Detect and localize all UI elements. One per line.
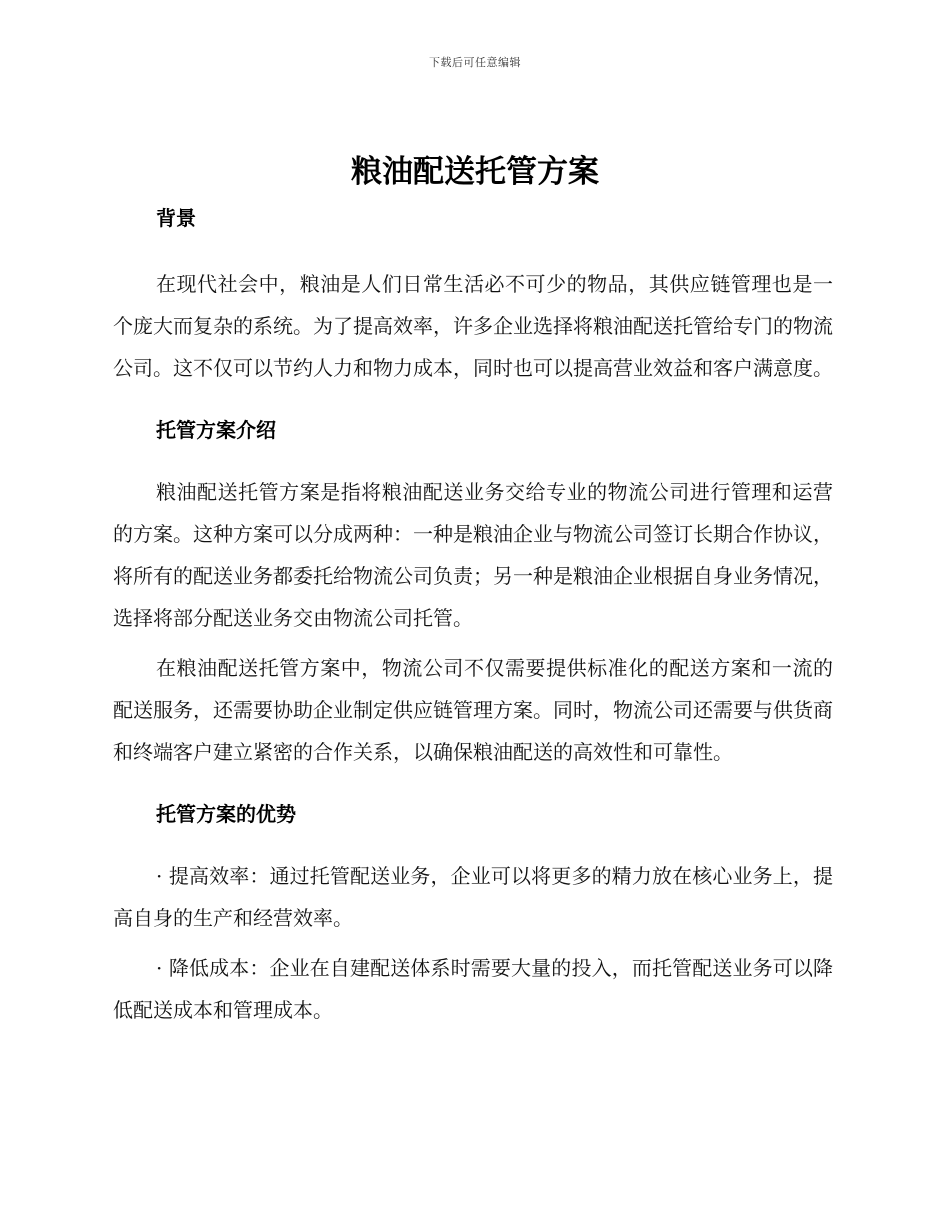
list-item-advantage-cost: · 降低成本：企业在自建配送体系时需要大量的投入，而托管配送业务可以降低配送成本和管理成本。 (113, 956, 833, 1022)
header-note: 下载后可任意编辑 (429, 56, 521, 69)
paragraph-introduction-2: 在粮油配送托管方案中，物流公司不仅需要提供标准化的配送方案和一流的配送服务，还需要协助企业制定供应链管理方案。同时，物流公司还需要与供货商和终端客户建立紧密的合作关系，以确保粮油配送的高效性和可靠性。 (113, 656, 833, 764)
section-heading-background: 背景 (156, 206, 196, 230)
document-body (113, 203, 833, 1031)
paragraph-introduction-1: 粮油配送托管方案是指将粮油配送业务交给专业的物流公司进行管理和运营的方案。这种方案可以分成两种：一种是粮油企业与物流公司签订长期合作协议，将所有的配送业务都委托给物流公司负责；另一种是粮油企业根据自身业务情况，选择将部分配送业务交由物流公司托管。 (113, 480, 833, 630)
section-heading-introduction: 托管方案介绍 (156, 418, 276, 442)
section-heading-advantages: 托管方案的优势 (156, 802, 296, 826)
list-item-advantage-efficiency: · 提高效率：通过托管配送业务，企业可以将更多的精力放在核心业务上，提高自身的生产和经营效率。 (113, 864, 833, 930)
document-title: 粮油配送托管方案 (351, 154, 599, 190)
paragraph-background: 在现代社会中，粮油是人们日常生活必不可少的物品，其供应链管理也是一个庞大而复杂的系统。为了提高效率，许多企业选择将粮油配送托管给专门的物流公司。这不仅可以节约人力和物力成本，同时也可以提高营业效益和客户满意度。 (113, 272, 833, 380)
